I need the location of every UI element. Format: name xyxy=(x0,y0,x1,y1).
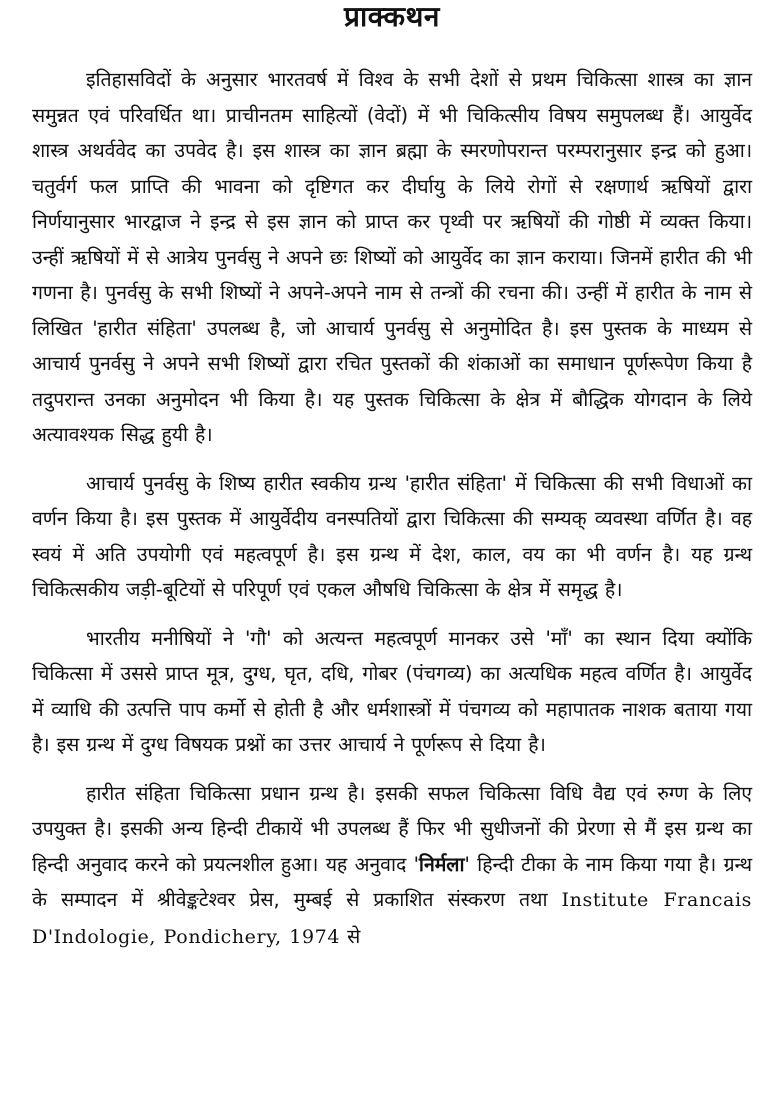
institute-reference: Institute Francais D'Indologie, Pondichery, 1974 xyxy=(32,889,752,948)
paragraph-2 xyxy=(32,466,752,608)
paragraph-1-text: इतिहासविदों के अनुसार भारतवर्ष में विश्व के सभी देशों से प्रथम चिकित्सा शास्त्र का ज्ञान समुन्नत एवं परिवर्धित था। प्राचीनतम साहित्यों (वेदों) में भी चिकित्सीय विषय समुपलब्ध हैं। आयुर्वेद शास्त्र अथर्ववेद का उपवेद है। इस शास्त्र का ज्ञान ब्रह्मा के स्मरणोपरान्त परम्परानुसार इन्द्र को हुआ। चतुर्वर्ग फल प्राप्ति की भावना को दृष्टिगत कर दीर्घायु के लिये रोगों से रक्षणार्थ ऋषियों द्वारा निर्णयानुसार भारद्वाज ने इन्द्र से इस ज्ञान को प्राप्त कर पृथ्वी पर ऋषियों की गोष्ठी में व्यक्त किया। उन्हीं ऋषियों में से आत्रेय पुनर्वसु ने अपने छः शिष्यों को आयुर्वेद का ज्ञान कराया। जिनमें हारीत की भी गणना है। पुनर्वसु के सभी शिष्यों ने अपने-अपने नाम से तन्त्रों की रचना की। उन्हीं में हारीत के नाम से लिखित 'हारीत संहिता' उपलब्ध है, जो आचार्य पुनर्वसु से अनुमोदित है। इस पुस्तक के माध्यम से आचार्य पुनर्वसु ने अपने सभी शिष्यों द्वारा रचित पुस्तकों की शंकाओं का समाधान पूर्णरूपेण किया है तदुपरान्त उनका अनुमोदन भी किया है। यह पुस्तक चिकित्सा के क्षेत्र में बौद्धिक योगदान के लिये अत्यावश्यक सिद्ध हुयी है। xyxy=(32,68,752,446)
paragraph-4-text-middle: ' हिन्दी टीका के नाम किया गया है। ग्रन्थ के सम्पादन में श्रीवेङ्कटेश्वर प्रेस, मुम्बई से प्रकाशित संस्करण तथा xyxy=(32,852,752,911)
paragraph-3 xyxy=(32,621,752,763)
page-title: प्राक्कथन xyxy=(344,0,440,33)
paragraph-3-text: भारतीय मनीषियों ने 'गौ' को अत्यन्त महत्वपूर्ण मानकर उसे 'माँ' का स्थान दिया क्योंकि चिकित्सा में उससे प्राप्त मूत्र, दुग्ध, घृत, दधि, गोबर (पंचगव्य) का अत्यधिक महत्व वर्णित है। आयुर्वेद में व्याधि की उत्पत्ति पाप कर्मो से होती है और धर्मशास्त्रों में पंचगव्य को महापातक नाशक बताया गया है। इस ग्रन्थ में दुग्ध विषयक प्रश्नों का उत्तर आचार्य ने पूर्णरूप से दिया है। xyxy=(32,626,752,756)
paragraph-4-text-after: से xyxy=(340,924,361,948)
paragraph-4 xyxy=(32,776,752,956)
translation-name: निर्मला xyxy=(418,852,465,876)
paragraph-1 xyxy=(32,62,752,453)
paragraph-2-text: आचार्य पुनर्वसु के शिष्य हारीत स्वकीय ग्रन्थ 'हारीत संहिता' में चिकित्सा की सभी विधाओं का वर्णन किया है। इस पुस्तक में आयुर्वेदीय वनस्पतियों द्वारा चिकित्सा की सम्यक् व्यवस्था वर्णित है। वह स्वयं में अति उपयोगी एवं महत्वपूर्ण है। इस ग्रन्थ में देश, काल, वय का भी वर्णन है। यह ग्रन्थ चिकित्सकीय जड़ी-बूटियों से परिपूर्ण एवं एकल औषधि चिकित्सा के क्षेत्र में समृद्ध है। xyxy=(32,471,752,601)
paragraph-4-text-before: हारीत संहिता चिकित्सा प्रधान ग्रन्थ है। इसकी सफल चिकित्सा विधि वैद्य एवं रुग्ण के लिए उपयुक्त है। इसकी अन्य हिन्दी टीकायें भी उपलब्ध हैं फिर भी सुधीजनों की प्रेरणा से मैं इस ग्रन्थ का हिन्दी अनुवाद करने को प्रयत्नशील हुआ। यह अनुवाद ' xyxy=(32,781,752,876)
